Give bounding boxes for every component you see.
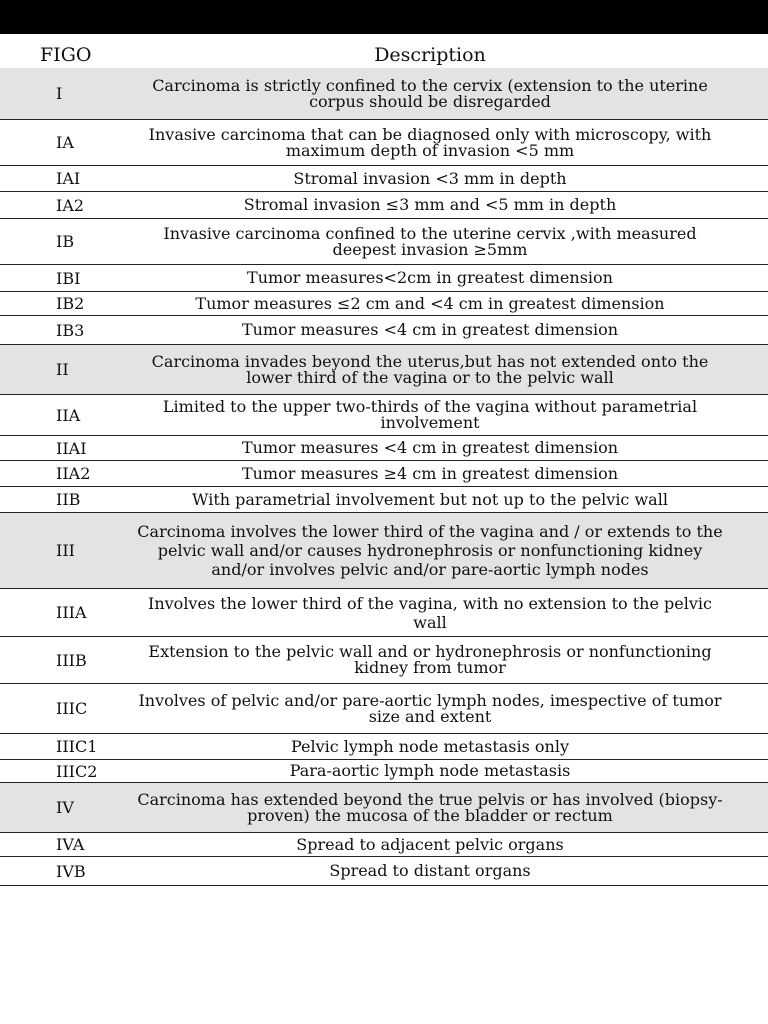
stage-label: IIIA: [56, 603, 87, 622]
table-row: [0, 684, 768, 734]
stage-description: Spread to adjacent pelvic organs: [296, 834, 564, 854]
stage-description: Involves of pelvic and/or pare-aortic lymph nodes, imespective of tumor size and extent: [138, 690, 722, 726]
table-row: [0, 68, 768, 120]
stage-label: IVA: [56, 835, 85, 854]
stage-description: Carcinoma has extended beyond the true pelvis or has involved (biopsy-proven) the mucosa of the bladder or rectum: [137, 789, 723, 825]
stage-label: II: [56, 360, 69, 379]
stage-label: IA: [56, 133, 74, 152]
header-figo: FIGO: [40, 44, 92, 66]
stage-description: Para-aortic lymph node metastasis: [289, 761, 571, 780]
stage-label: IIA: [56, 405, 81, 425]
table-row: [0, 395, 768, 436]
table-row: [0, 265, 768, 292]
stage-description: Stromal invasion ≤3 mm and <5 mm in depth: [243, 195, 617, 214]
stage-description: Tumor measures <4 cm in greatest dimension: [241, 438, 619, 457]
table-row: [0, 760, 768, 783]
table-row: [0, 857, 768, 886]
stage-description: Limited to the upper two-thirds of the vagina without parametrial involvement: [162, 397, 698, 432]
header-description: Description: [374, 44, 486, 66]
stage-description: Carcinoma is strictly confined to the cervix (extension to the uterine corpus should be disregarded: [152, 75, 708, 111]
stage-description: Spread to distant organs: [329, 861, 531, 880]
stage-description: Carcinoma invades beyond the uterus,but has not extended onto the lower third of the vagina or to the pelvic wall: [151, 351, 709, 387]
stage-description: Tumor measures <4 cm in greatest dimension: [241, 320, 619, 339]
table-row: [0, 192, 768, 219]
stage-label: IIAI: [56, 438, 87, 458]
stage-label: IIB: [56, 490, 81, 509]
stage-description: Pelvic lymph node metastasis only: [290, 736, 570, 756]
stage-description: Tumor measures<2cm in greatest dimension: [247, 268, 613, 287]
stage-label: IB2: [56, 294, 85, 313]
stage-description: Involves the lower third of the vagina, with no extension to the pelvic wall: [148, 593, 712, 632]
table-row: [0, 120, 768, 166]
stage-label: IBI: [56, 268, 81, 288]
stage-description: Invasive carcinoma confined to the uterine cervix ,with measured deepest invasion ≥5mm: [163, 223, 697, 259]
stage-label: IAI: [56, 169, 81, 188]
stage-label: IA2: [56, 195, 85, 215]
top-black-bar: [0, 0, 768, 34]
stage-description: Tumor measures ≤2 cm and <4 cm in greatest dimension: [195, 293, 665, 313]
stage-label: I: [56, 84, 63, 103]
stage-label: IB: [56, 232, 75, 251]
stage-label: IIA2: [56, 464, 91, 483]
stage-label: IVB: [56, 861, 86, 881]
stage-description: Invasive carcinoma that can be diagnosed only with microscopy, with maximum depth of invasion <5 mm: [148, 124, 712, 160]
table-row: [0, 316, 768, 345]
table-row: [0, 436, 768, 461]
table-row: [0, 783, 768, 833]
table-row: [0, 734, 768, 760]
stage-description: With parametrial involvement but not up to the pelvic wall: [192, 489, 668, 509]
table-row: [0, 345, 768, 395]
table-row: [0, 292, 768, 316]
stage-label: IV: [56, 798, 74, 817]
stage-label: IIIC: [56, 699, 88, 718]
table-row: [0, 461, 768, 487]
stage-description: Stromal invasion <3 mm in depth: [293, 168, 567, 188]
stage-label: III: [56, 541, 75, 560]
stage-description: Tumor measures ≥4 cm in greatest dimension: [241, 463, 619, 483]
table-row: [0, 487, 768, 513]
stage-label: IIIC1: [56, 737, 98, 756]
table-row: [0, 833, 768, 857]
stage-description: Carcinoma involves the lower third of the vagina and / or extends to the pelvic wall and/or causes hydronephrosis or nonfunctioning kidney and/or involves pelvic and/or pare-aortic lymph nodes: [137, 522, 723, 579]
figo-staging-table: [0, 34, 768, 886]
table-row: [0, 589, 768, 637]
stage-label: IIIB: [56, 650, 87, 670]
table-header: [0, 34, 768, 68]
table-row: [0, 513, 768, 589]
table-row: [0, 219, 768, 265]
stage-label: IB3: [56, 320, 85, 340]
table-row: [0, 166, 768, 192]
table-row: [0, 637, 768, 684]
stage-description: Extension to the pelvic wall and or hydronephrosis or nonfunctioning kidney from tumor: [148, 642, 712, 677]
stage-label: IIIC2: [56, 761, 98, 781]
